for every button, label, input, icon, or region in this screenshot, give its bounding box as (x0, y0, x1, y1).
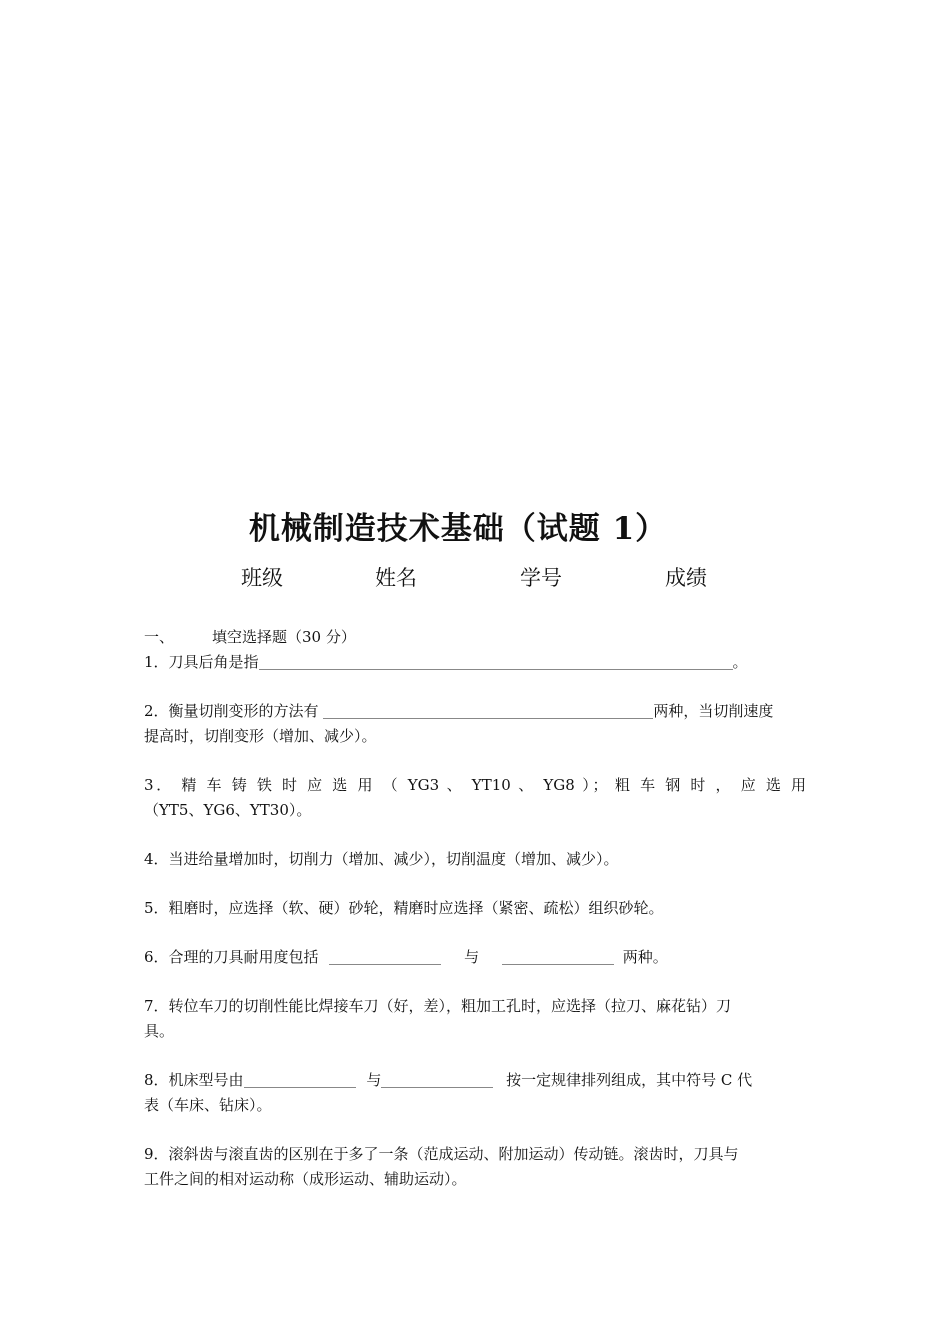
exam-content (144, 625, 806, 1192)
question-8-connector: 与 (366, 1071, 382, 1089)
question-1-end: 。 (732, 653, 748, 671)
question-1 (144, 650, 806, 675)
question-7-line-1: 7．转位车刀的切削性能比焊接车刀（好，差），粗加工孔时，应选择（拉刀、麻花钻）刀 (144, 997, 732, 1015)
question-6-text: 6．合理的刀具耐用度包括 (144, 948, 319, 966)
question-5: 5．粗磨时，应选择（软、硬）砂轮，精磨时应选择（紧密、疏松）组织砂轮。 (144, 899, 664, 917)
question-9-line-1: 9．滚斜齿与滚直齿的区别在于多了一条（范成运动、附加运动）传动链。滚齿时，刀具与 (144, 1145, 739, 1163)
answer-blank[interactable] (502, 948, 614, 965)
answer-blank[interactable] (381, 1071, 493, 1088)
answer-blank[interactable] (323, 702, 653, 719)
question-9-line-2: 工件之间的相对运动称（成形运动、辅助运动）。 (144, 1170, 467, 1188)
answer-blank[interactable] (244, 1071, 356, 1088)
section-number: 一、 (144, 628, 175, 646)
question-8-text-cont: 按一定规律排列组成，其中符号 C 代 (506, 1071, 753, 1089)
question-6-connector: 与 (464, 948, 480, 966)
question-1-text: 1．刀具后角是指 (144, 653, 259, 671)
name-label: 姓名 (375, 566, 417, 590)
question-7 (144, 994, 806, 1044)
question-8-line-2: 表（车床、钻床）。 (144, 1096, 272, 1114)
question-2-text: 2．衡量切削变形的方法有 (144, 702, 319, 720)
question-6 (144, 945, 806, 970)
question-8-text: 8．机床型号由 (144, 1071, 244, 1089)
class-label: 班级 (241, 566, 283, 590)
student-id-label: 学号 (520, 566, 562, 590)
question-3-line-1: 3． 精 车 铸 铁 时 应 选 用 （ YG3 、 YT10 、 YG8 ）； 粗 车 钢 时 ， 应 选 用 (144, 776, 806, 794)
question-6-end: 两种。 (622, 948, 668, 966)
question-3 (144, 773, 806, 823)
question-3-line-2: （YT5、YG6、YT30）。 (144, 801, 312, 819)
question-2-line-2: 提高时，切削变形（增加、减少）。 (144, 727, 377, 745)
answer-blank[interactable] (259, 653, 733, 670)
question-9 (144, 1142, 806, 1192)
section-heading (144, 625, 806, 650)
score-label: 成绩 (665, 566, 707, 590)
answer-blank[interactable] (329, 948, 441, 965)
question-4: 4．当进给量增加时，切削力（增加、减少），切削温度（增加、减少）。 (144, 850, 619, 868)
question-7-line-2: 具。 (144, 1022, 175, 1040)
question-2 (144, 699, 806, 749)
question-8 (144, 1068, 806, 1118)
question-2-text-cont: 两种，当切削速度 (653, 702, 774, 720)
section-label: 填空选择题（30 分） (212, 628, 356, 646)
exam-title: 机械制造技术基础（试题 1） (248, 511, 668, 547)
